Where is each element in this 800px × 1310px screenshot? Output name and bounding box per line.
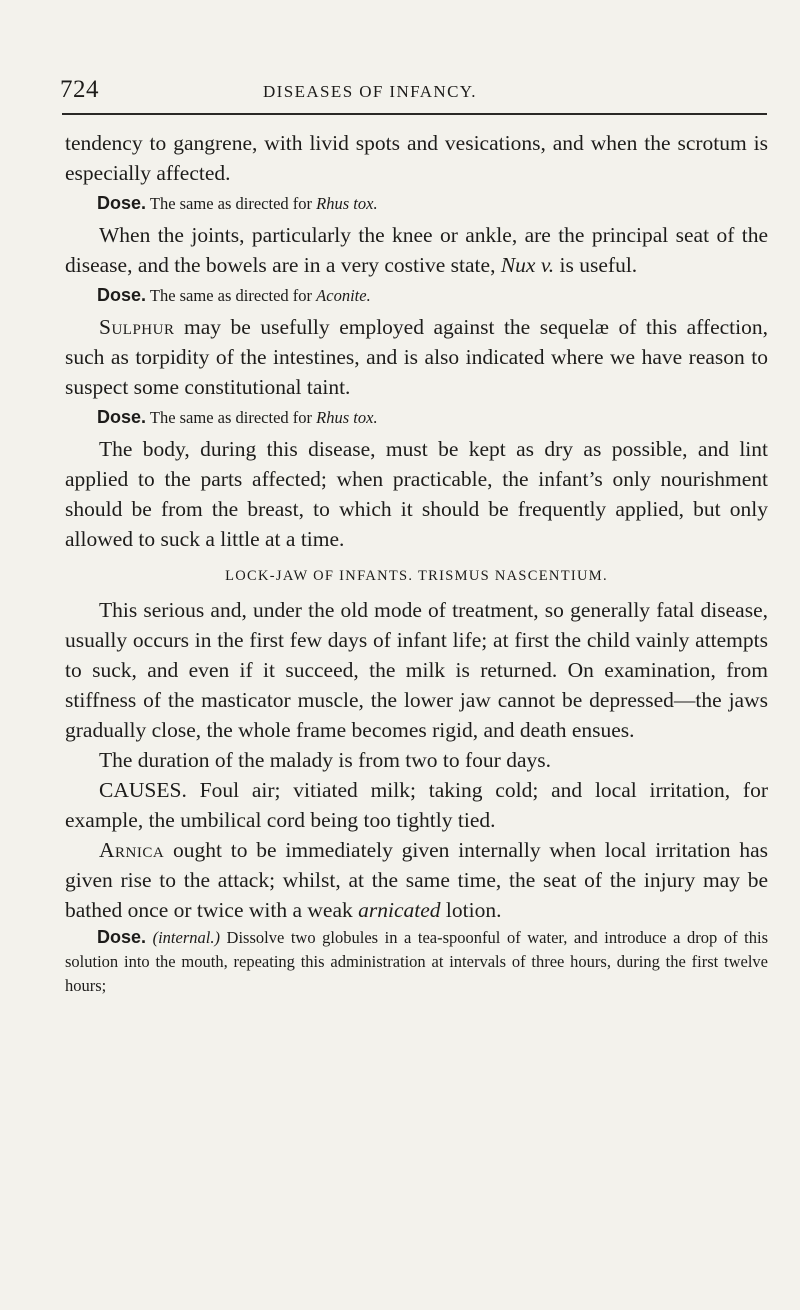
remedy-name: Sulphur [99,315,175,339]
dose-remedy: Aconite. [316,286,371,305]
section-heading: LOCK-JAW OF INFANTS. TRISMUS NASCENTIUM. [225,568,608,584]
dose-qualifier: (internal.) [152,928,220,947]
dose-label: Dose. [97,193,147,213]
paragraph-lockjaw: This serious and, under the old mode of treatment, so generally fatal disease, usually occurs in the first few days of infant life; at first the child vainly attempts to suck, and even if it succeed, the milk is returned. On examination, from stiffness of the masticator muscle, the lower jaw cannot be depressed—the jaws gradually close, the whole frame becomes rigid, and death ensues. [65,598,768,742]
paragraph-text: When the joints, particularly the knee or ankle, are the principal seat of the disease, and the bowels are in a very costive state, [65,223,768,277]
emphasis: arnicated [358,898,441,922]
paragraph-gangrene: tendency to gangrene, with livid spots and vesications, and when the scrotum is especially affected. [65,131,768,185]
dose-text: The same as directed for [149,286,317,305]
dose-remedy: Rhus tox. [316,194,378,213]
paragraph-text: may be usefully employed against the sequelæ of this affection, such as torpidity of the intestines, and is also indicated where we have reason to suspect some constitutional taint. [65,315,768,399]
paragraph-causes [65,775,768,835]
dose-aconite [65,282,768,309]
dose-label: Dose. [97,285,147,305]
causes-label: CAUSES. [99,778,187,802]
paragraph-text: Foul air; vitiated milk; taking cold; and local irritation, for example, the umbilical cord being too tightly tied. [65,778,768,832]
remedy-name: Arnica [99,838,165,862]
paragraph-duration: The duration of the malady is from two to four days. [99,748,551,772]
paragraph-joints [65,220,768,280]
running-title: DISEASES OF INFANCY. [263,82,477,101]
remedy-name: Nux v. [500,253,555,277]
dose-rhus [65,190,768,217]
dose-text: The same as directed for [149,194,317,213]
header-rule [62,113,767,115]
paragraph-body-care: The body, during this disease, must be kept as dry as possible, and lint applied to the parts affected; when practicable, the infant’s only nourishment should be from the breast, to which it should be frequently applied, but only allowed to suck a little at a time. [65,437,768,551]
dose-text: The same as directed for [149,408,317,427]
paragraph-text: is useful. [554,253,638,277]
paragraph-text: ought to be immediately given internally when local irritation has given rise to the attack; whilst, at the same time, the seat of the injury may be bathed once or twice with a weak [65,838,768,922]
paragraph-sulphur [65,312,768,402]
dose-label: Dose. [97,927,147,947]
page-body [65,128,768,998]
running-header [0,76,800,112]
dose-remedy: Rhus tox. [316,408,378,427]
dose-label: Dose. [97,407,147,427]
paragraph-arnica [65,835,768,925]
dose-internal [65,925,768,998]
dose-text: Dissolve two globules in a tea-spoonful of water, and introduce a drop of this solution into the mouth, repeating this administration at intervals of three hours, during the first twelve hours; [65,928,768,995]
page-number: 724 [60,76,99,103]
dose-rhus-2 [65,404,768,431]
paragraph-text: lotion. [440,898,502,922]
